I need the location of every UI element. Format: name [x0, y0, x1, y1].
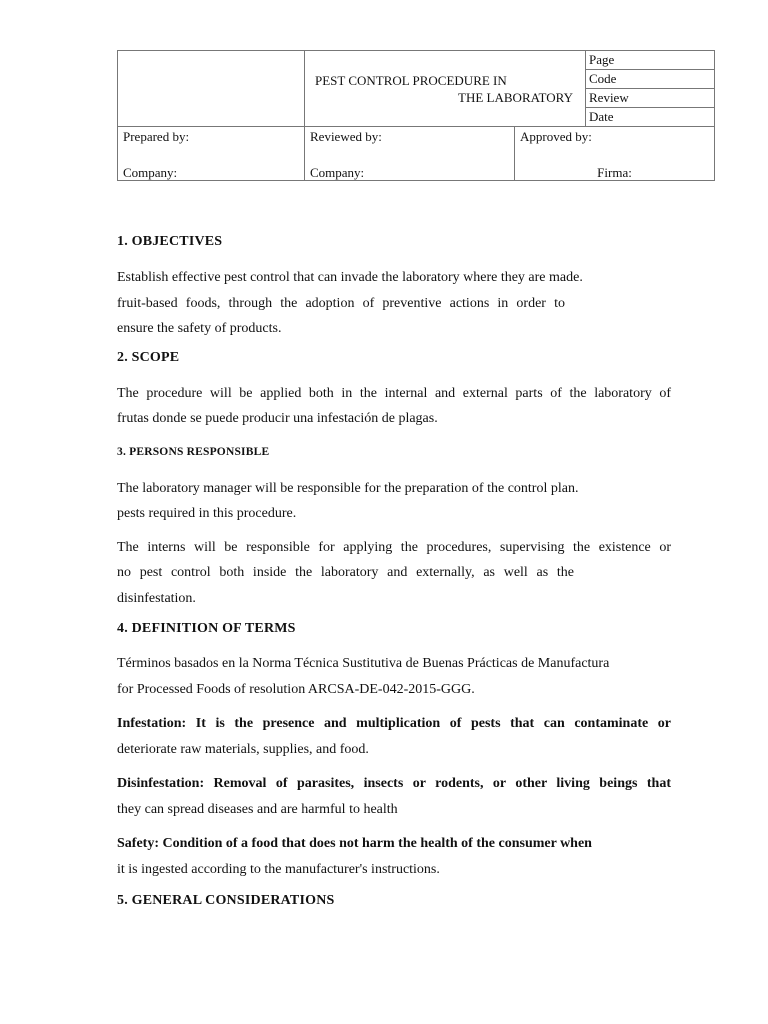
scope-line: The procedure will be applied both in the internal and external parts of the laboratory of: [117, 385, 671, 401]
company-label-2: Company:: [310, 165, 365, 180]
definitions-line: for Processed Foods of resolution ARCSA-DE-042-2015-GGG.: [117, 681, 475, 697]
definition-term: Disinfestation: Removal of parasites, insects or rodents, or other living beings that: [117, 776, 671, 791]
definition-safety: [117, 831, 671, 882]
scope-paragraph: [117, 381, 671, 432]
persons-line: pests required in this procedure.: [117, 506, 297, 521]
objectives-line: Establish effective pest control that can invade the laboratory where they are made.: [117, 270, 583, 285]
meta-review: Review: [586, 89, 714, 108]
definition-text: they can spread diseases and are harmful to health: [117, 801, 398, 817]
title-line-2: THE LABORATORY: [458, 89, 573, 105]
approved-by-label: Approved by:: [520, 129, 592, 144]
firma-label: Firma:: [597, 165, 632, 180]
section-heading-general: 5. GENERAL CONSIDERATIONS: [117, 893, 335, 908]
definition-term: Infestation: It is the presence and multiplication of pests that can contaminate or: [117, 716, 671, 731]
persons-line: no pest control both inside the laboratory and externally, as well as the: [117, 565, 574, 580]
title-line-1: PEST CONTROL PROCEDURE IN: [315, 72, 507, 88]
section-heading-definitions: 4. DEFINITION OF TERMS: [117, 621, 296, 636]
definition-infestation: [117, 711, 671, 762]
document-title: [305, 51, 586, 127]
persons-paragraph-1: [117, 476, 671, 527]
meta-date: Date: [589, 109, 614, 124]
section-heading-persons: 3. PERSONS RESPONSIBLE: [117, 445, 270, 458]
scope-line: frutas donde se puede producir una infestación de plagas.: [117, 411, 438, 426]
objectives-line: fruit-based foods, through the adoption of preventive actions in order to: [117, 295, 565, 311]
objectives-line: ensure the safety of products.: [117, 321, 282, 336]
definitions-line: Términos basados en la Norma Técnica Sustitutiva de Buenas Prácticas de Manufactura: [117, 656, 610, 671]
document-body: [117, 232, 671, 911]
persons-line: disinfestation.: [117, 590, 196, 606]
definitions-intro: [117, 651, 671, 702]
definition-disinfestation: [117, 771, 671, 822]
approved-cell: [515, 127, 715, 181]
logo-cell: [118, 51, 305, 127]
prepared-cell: [118, 127, 305, 181]
section-heading-objectives: 1. OBJECTIVES: [117, 234, 223, 249]
section-heading-scope: 2. SCOPE: [117, 349, 180, 365]
reviewed-by-label: Reviewed by:: [310, 129, 382, 144]
reviewed-cell: [305, 127, 515, 181]
document-header-table: [117, 50, 715, 181]
persons-line: The laboratory manager will be responsible for the preparation of the control plan.: [117, 480, 579, 496]
definition-text: deteriorate raw materials, supplies, and food.: [117, 741, 369, 757]
objectives-paragraph: [117, 265, 671, 342]
prepared-by-label: Prepared by:: [123, 129, 190, 144]
company-label-1: Company:: [123, 165, 178, 180]
definition-term: Safety: Condition of a food that does not harm the health of the consumer when: [117, 836, 592, 851]
meta-page: Page: [586, 51, 714, 70]
meta-cell: [586, 51, 715, 127]
persons-line: The interns will be responsible for applying the procedures, supervising the existence or: [117, 539, 671, 555]
definition-text: it is ingested according to the manufacturer's instructions.: [117, 861, 440, 877]
meta-code: Code: [586, 70, 714, 89]
persons-paragraph-2: [117, 535, 671, 612]
